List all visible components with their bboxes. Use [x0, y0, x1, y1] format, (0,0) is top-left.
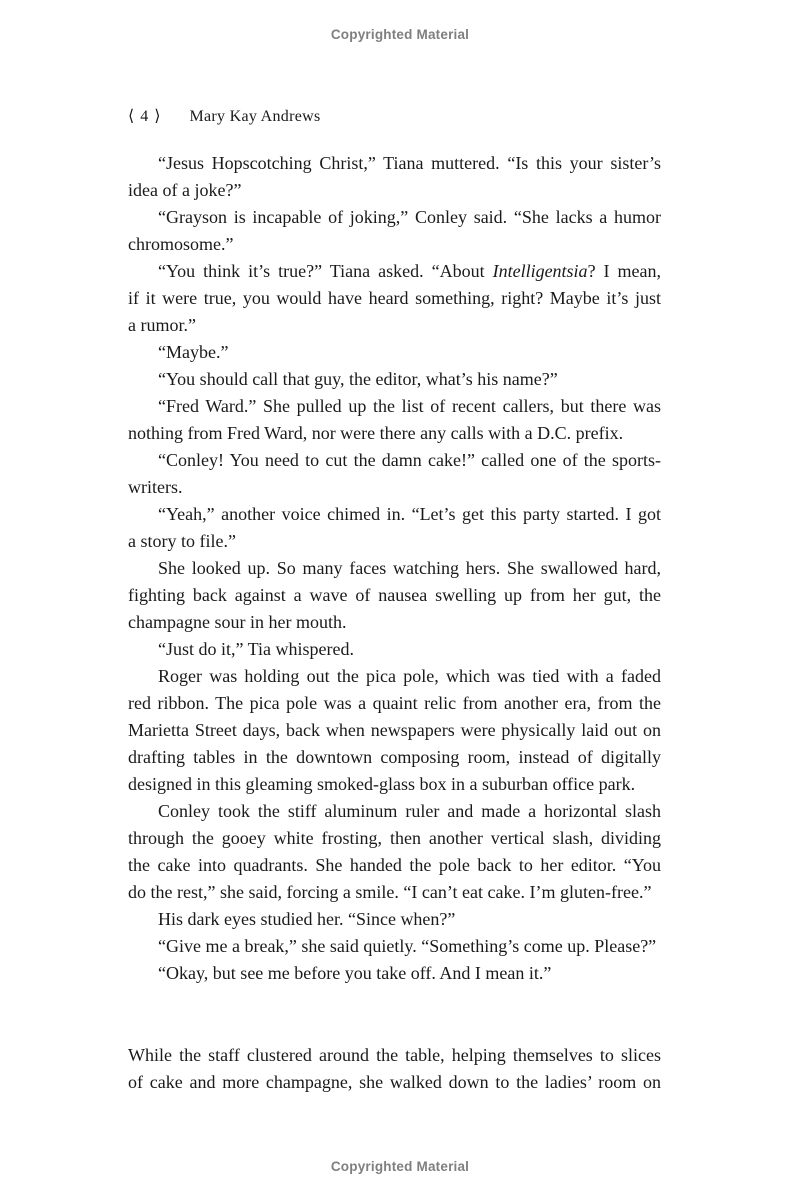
- text-line: through the gooey white frosting, then another vertical slash, dividing: [128, 828, 661, 848]
- text-line: if it were true, you would have heard something, right? Maybe it’s just: [128, 288, 661, 308]
- author-name: Mary Kay Andrews: [189, 108, 321, 125]
- text-line: red ribbon. The pica pole was a quaint relic from another era, from the: [128, 693, 661, 713]
- text-line: drafting tables in the downtown composing room, instead of digitally: [128, 747, 661, 767]
- text-line: “Maybe.”: [158, 342, 229, 362]
- text-line: “You think it’s true?” Tiana asked. “About Intelligentsia? I mean,: [158, 261, 662, 281]
- text-line: a rumor.”: [128, 315, 196, 335]
- text-line: writers.: [128, 477, 183, 497]
- copyright-notice-top: Copyrighted Material: [330, 27, 470, 42]
- text-line: nothing from Fred Ward, nor were there any calls with a D.C. prefix.: [128, 423, 624, 443]
- text-line: She looked up. So many faces watching hers. She swallowed hard,: [158, 558, 661, 578]
- text-line: While the staff clustered around the table, helping themselves to slices: [128, 1045, 661, 1065]
- text-line: Marietta Street days, back when newspapers were physically laid out on: [128, 720, 661, 740]
- page-header: [128, 107, 661, 127]
- text-line: “You should call that guy, the editor, what’s his name?”: [158, 369, 558, 389]
- text-line: champagne sour in her mouth.: [128, 612, 347, 632]
- text-line: “Give me a break,” she said quietly. “Something’s come up. Please?”: [158, 936, 657, 956]
- text-line: fighting back against a wave of nausea swelling up from her gut, the: [128, 585, 661, 605]
- text-line: “Grayson is incapable of joking,” Conley said. “She lacks a humor: [158, 207, 661, 227]
- text-line: “Yeah,” another voice chimed in. “Let’s get this party started. I got: [158, 504, 661, 524]
- text-line: a story to file.”: [128, 531, 236, 551]
- text-line: of cake and more champagne, she walked down to the ladies’ room on: [128, 1072, 661, 1092]
- text-line: do the rest,” she said, forcing a smile. “I can’t eat cake. I’m gluten-free.”: [128, 882, 652, 902]
- text-line: His dark eyes studied her. “Since when?”: [158, 909, 456, 929]
- text-line: Roger was holding out the pica pole, which was tied with a faded: [158, 666, 661, 686]
- text-line: “Okay, but see me before you take off. And I mean it.”: [158, 963, 552, 983]
- text-line: Conley took the stiff aluminum ruler and made a horizontal slash: [158, 801, 662, 821]
- copyright-notice-bottom: Copyrighted Material: [330, 1159, 470, 1174]
- body-text: [128, 150, 661, 1096]
- text-line: idea of a joke?”: [128, 180, 242, 200]
- page-number: ⟨ 4 ⟩: [128, 108, 162, 125]
- text-line: “Conley! You need to cut the damn cake!” called one of the sports-: [158, 450, 661, 470]
- text-line: “Just do it,” Tia whispered.: [158, 639, 354, 659]
- text-line: “Fred Ward.” She pulled up the list of recent callers, but there was: [158, 396, 661, 416]
- text-line: the cake into quadrants. She handed the pole back to her editor. “You: [128, 855, 661, 875]
- text-line: chromosome.”: [128, 234, 234, 254]
- text-line: “Jesus Hopscotching Christ,” Tiana muttered. “Is this your sister’s: [158, 153, 661, 173]
- text-line: designed in this gleaming smoked-glass box in a suburban office park.: [128, 774, 636, 794]
